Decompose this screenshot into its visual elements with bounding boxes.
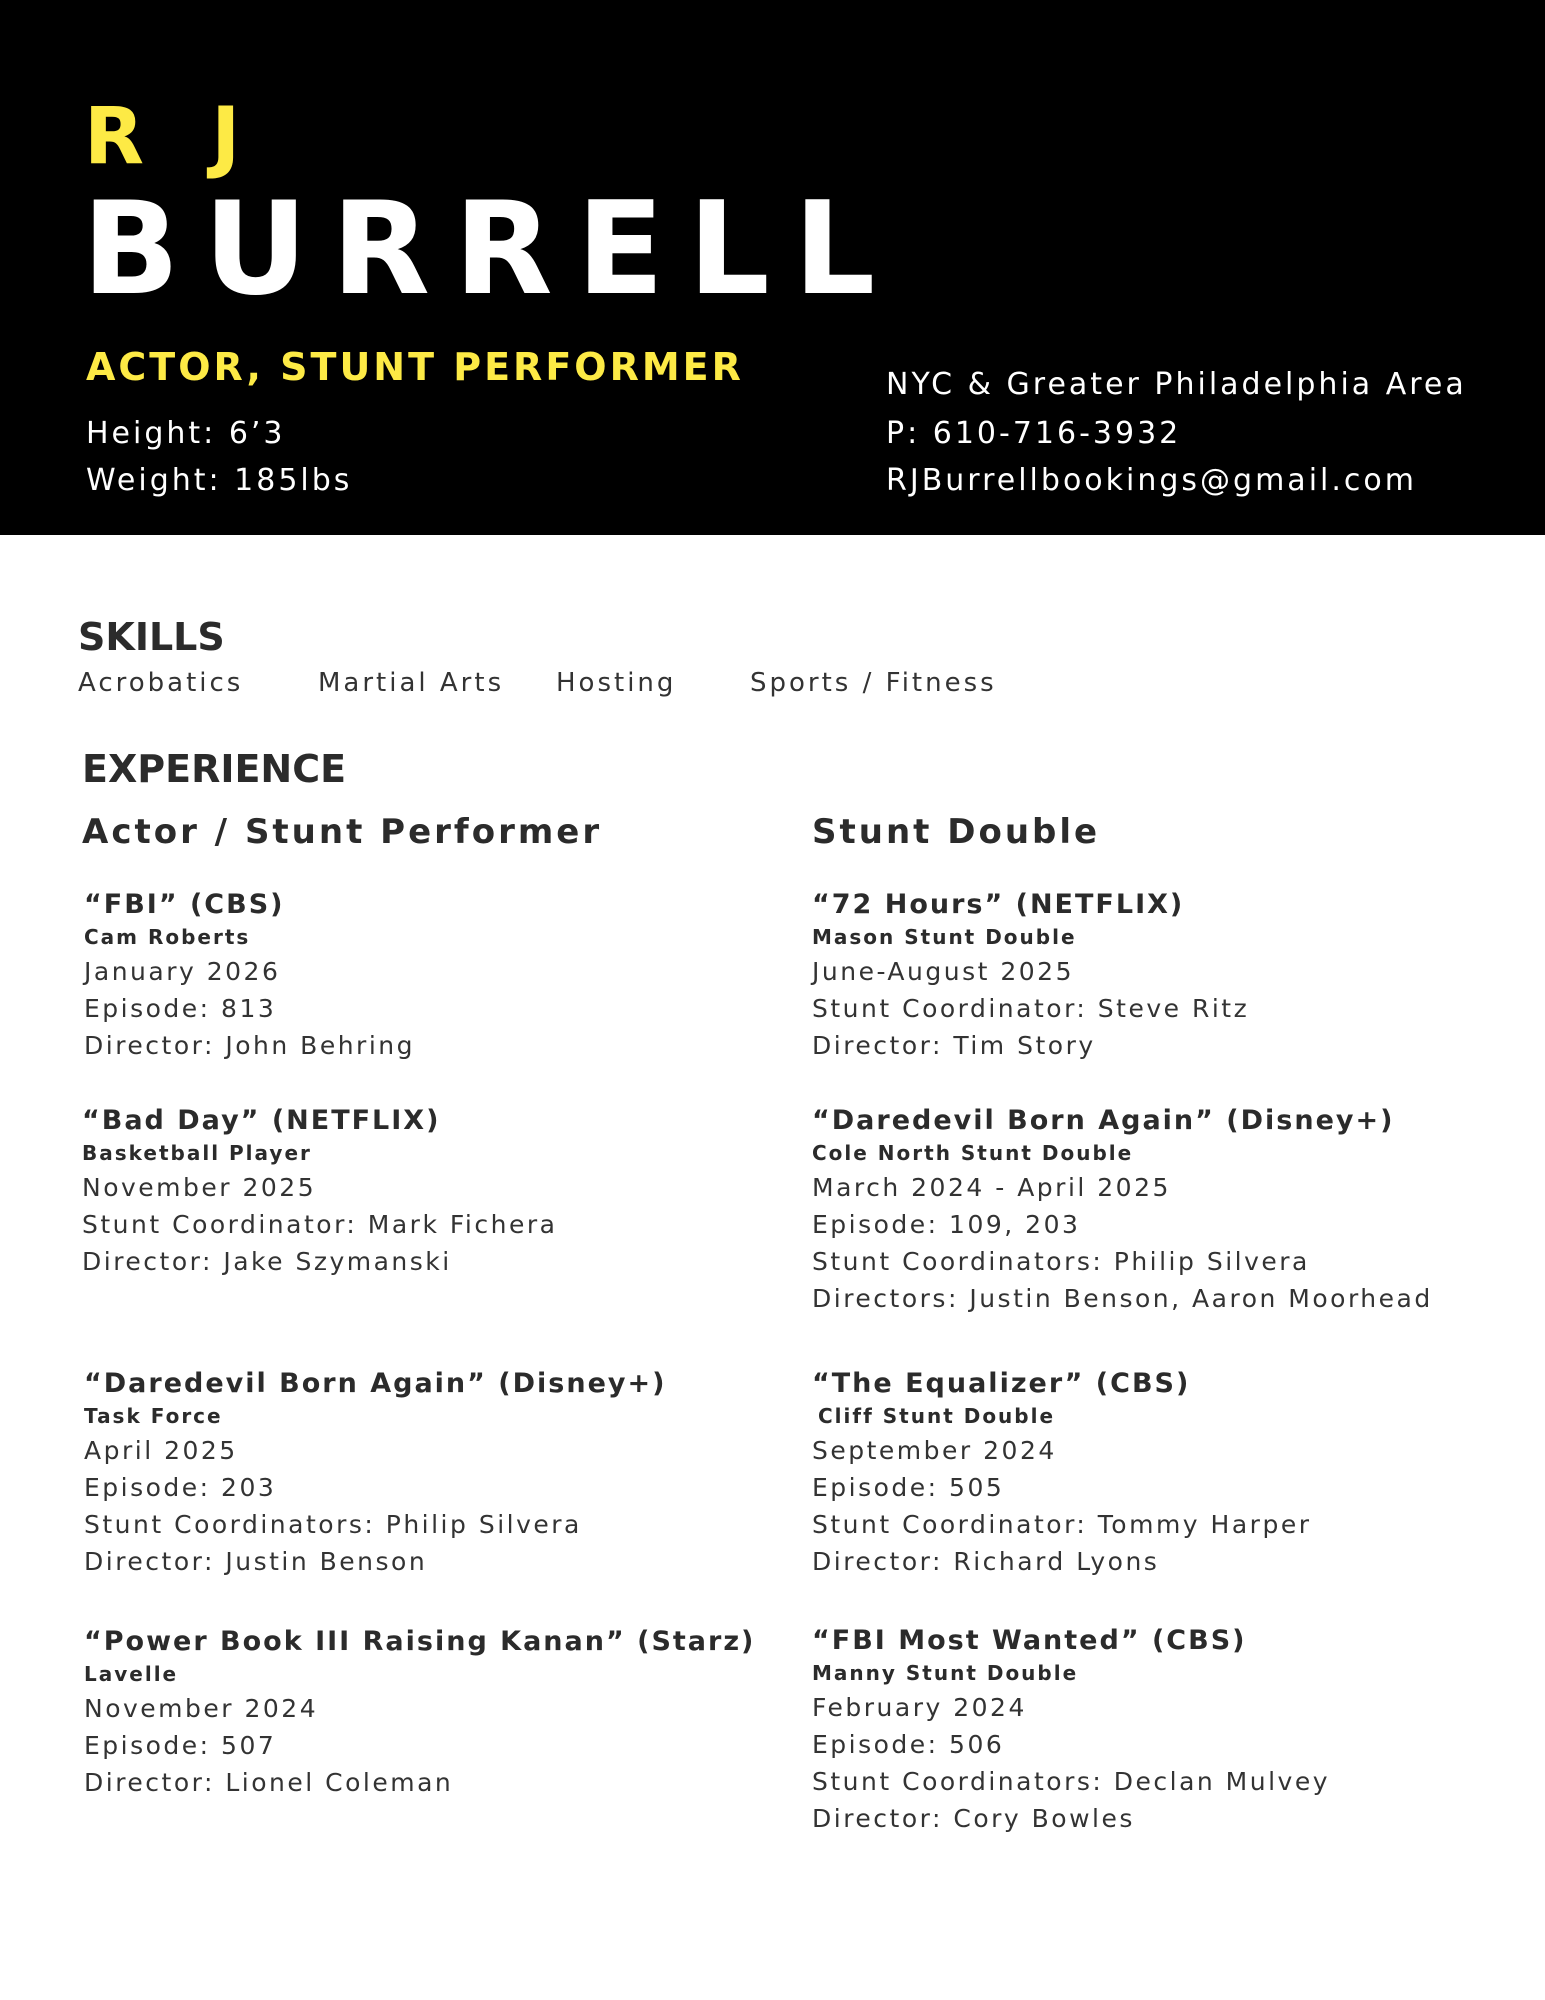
- credit-title: “Power Book III Raising Kanan” (Starz): [84, 1626, 756, 1657]
- skill-item: Martial Arts: [318, 668, 505, 698]
- credit-entry: [82, 1107, 557, 1280]
- credit-detail: March 2024 - April 2025: [812, 1173, 1171, 1202]
- first-name: R J: [84, 92, 261, 182]
- column-heading-stunt-double: Stunt Double: [812, 812, 1101, 852]
- credit-detail: September 2024: [812, 1436, 1057, 1465]
- credit-entry: [812, 1370, 1311, 1580]
- credit-entry: [812, 1107, 1433, 1317]
- credit-detail: Directors: Justin Benson, Aaron Moorhead: [812, 1284, 1433, 1313]
- credit-detail: November 2025: [82, 1173, 317, 1202]
- credit-title: “Daredevil Born Again” (Disney+): [84, 1368, 667, 1399]
- credit-role: Cole North Stunt Double: [812, 1141, 1134, 1165]
- credit-title: “FBI Most Wanted” (CBS): [812, 1625, 1247, 1656]
- credit-detail: April 2025: [84, 1436, 238, 1465]
- credit-role: Basketball Player: [82, 1141, 312, 1165]
- credit-detail: Director: Jake Szymanski: [82, 1247, 452, 1276]
- credit-detail: June-August 2025: [812, 957, 1074, 986]
- credit-role: Lavelle: [84, 1662, 179, 1686]
- credit-role: Manny Stunt Double: [812, 1661, 1079, 1685]
- credit-title: “72 Hours” (NETFLIX): [812, 889, 1185, 920]
- height-text: Height: 6’3: [86, 416, 286, 451]
- credit-detail: Director: Justin Benson: [84, 1547, 428, 1576]
- credit-detail: Stunt Coordinator: Steve Ritz: [812, 994, 1250, 1023]
- credit-detail: Director: Cory Bowles: [812, 1804, 1135, 1833]
- credit-detail: Director: Lionel Coleman: [84, 1768, 454, 1797]
- location-text: NYC & Greater Philadelphia Area: [886, 367, 1467, 402]
- credit-entry: [812, 1627, 1330, 1837]
- credit-detail: February 2024: [812, 1693, 1027, 1722]
- credit-detail: Director: John Behring: [84, 1031, 415, 1060]
- credit-detail: Director: Tim Story: [812, 1031, 1096, 1060]
- credit-detail: Stunt Coordinators: Philip Silvera: [812, 1247, 1310, 1276]
- column-heading-actor: Actor / Stunt Performer: [82, 812, 603, 852]
- experience-heading: EXPERIENCE: [82, 747, 347, 791]
- phone-text: P: 610-716-3932: [886, 416, 1182, 451]
- credit-detail: January 2026: [84, 957, 281, 986]
- credit-detail: Episode: 813: [84, 994, 277, 1023]
- credit-role: Cliff Stunt Double: [818, 1404, 1056, 1428]
- credit-detail: Stunt Coordinator: Mark Fichera: [82, 1210, 558, 1239]
- credit-entry: [84, 891, 415, 1064]
- skill-item: Hosting: [556, 668, 677, 698]
- last-name: BURRELL: [82, 175, 900, 324]
- credit-detail: November 2024: [84, 1694, 319, 1723]
- credit-role: Task Force: [84, 1404, 223, 1428]
- credit-detail: Episode: 505: [812, 1473, 1005, 1502]
- credit-detail: Episode: 203: [84, 1473, 277, 1502]
- credit-entry: [812, 891, 1249, 1064]
- email-text: RJBurrellbookings@gmail.com: [886, 463, 1417, 498]
- credit-detail: Episode: 109, 203: [812, 1210, 1081, 1239]
- skill-item: Sports / Fitness: [750, 668, 997, 698]
- credit-title: “Bad Day” (NETFLIX): [82, 1105, 441, 1136]
- weight-text: Weight: 185lbs: [86, 463, 353, 498]
- credit-detail: Episode: 506: [812, 1730, 1005, 1759]
- credit-entry: [84, 1628, 755, 1801]
- credit-role: Cam Roberts: [84, 925, 251, 949]
- tagline: ACTOR, STUNT PERFORMER: [86, 345, 744, 389]
- credit-detail: Stunt Coordinators: Philip Silvera: [84, 1510, 582, 1539]
- credit-role: Mason Stunt Double: [812, 925, 1077, 949]
- credit-detail: Stunt Coordinator: Tommy Harper: [812, 1510, 1312, 1539]
- credit-title: “The Equalizer” (CBS): [812, 1368, 1191, 1399]
- skill-item: Acrobatics: [78, 668, 244, 698]
- credit-title: “Daredevil Born Again” (Disney+): [812, 1105, 1395, 1136]
- credit-detail: Director: Richard Lyons: [812, 1547, 1160, 1576]
- skills-heading: SKILLS: [78, 615, 225, 659]
- credit-entry: [84, 1370, 666, 1580]
- credit-detail: Episode: 507: [84, 1731, 277, 1760]
- credit-detail: Stunt Coordinators: Declan Mulvey: [812, 1767, 1331, 1796]
- credit-title: “FBI” (CBS): [84, 889, 285, 920]
